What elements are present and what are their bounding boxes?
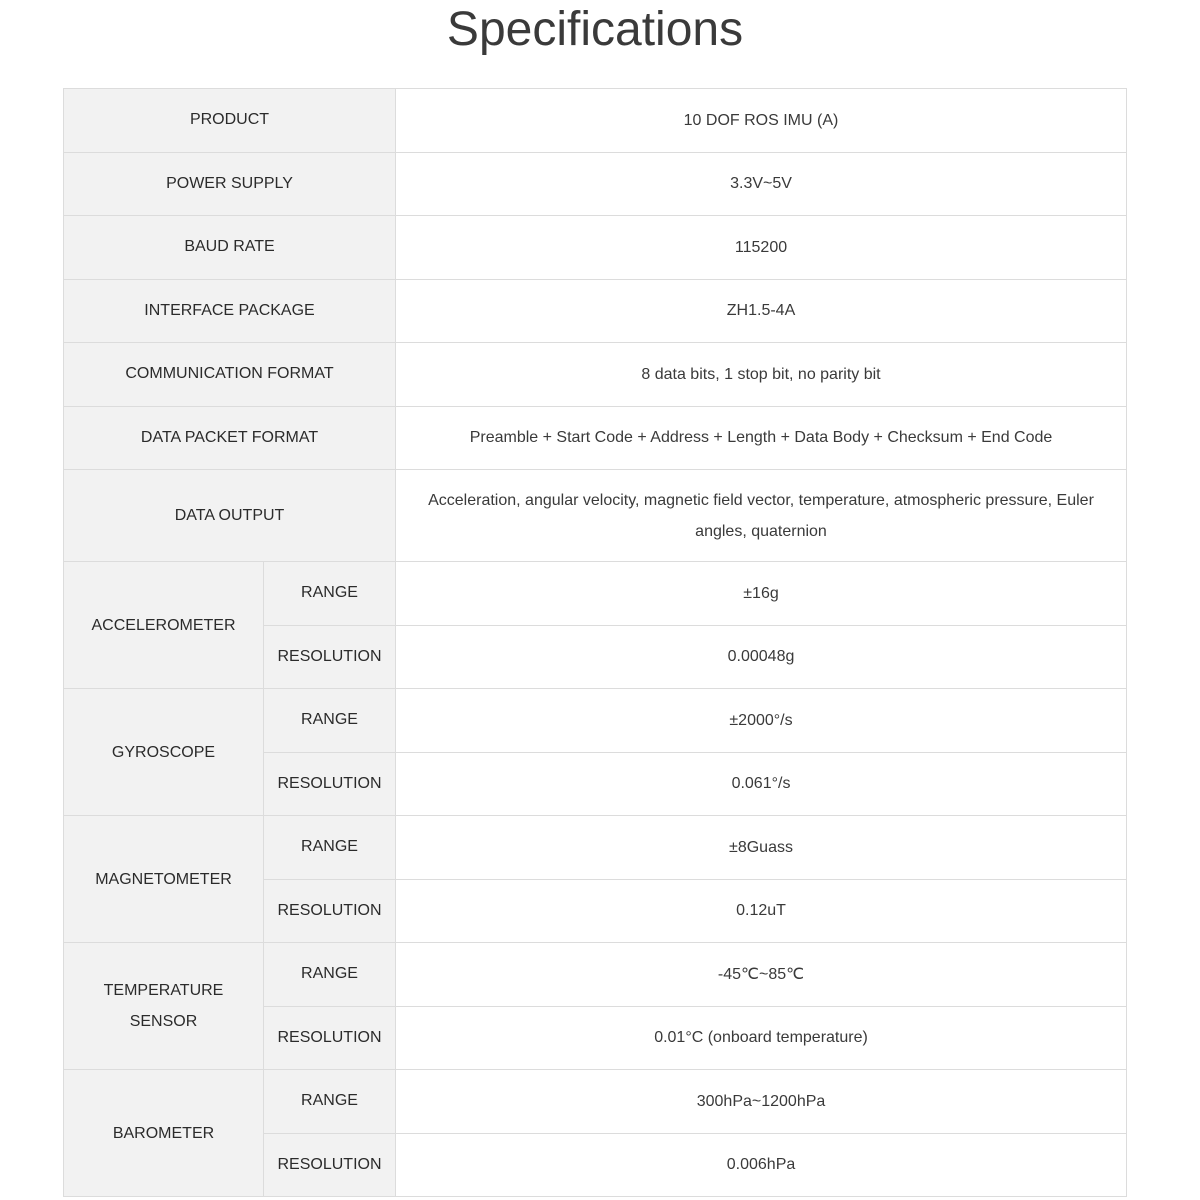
sub-label: RESOLUTION — [264, 1006, 396, 1070]
table-row — [64, 216, 1127, 280]
spec-value: 115200 — [396, 216, 1127, 280]
sub-label: RESOLUTION — [264, 625, 396, 689]
table-row — [64, 406, 1127, 470]
table-row — [64, 470, 1127, 562]
group-label-gyroscope: GYROSCOPE — [64, 689, 264, 816]
spec-value: 0.00048g — [396, 625, 1127, 689]
sub-label: RESOLUTION — [264, 752, 396, 816]
group-label-accelerometer: ACCELEROMETER — [64, 562, 264, 689]
spec-label: INTERFACE PACKAGE — [64, 279, 396, 343]
spec-value: Preamble + Start Code + Address + Length + Data Body + Checksum + End Code — [396, 406, 1127, 470]
spec-label: DATA PACKET FORMAT — [64, 406, 396, 470]
spec-value: Acceleration, angular velocity, magnetic field vector, temperature, atmospheric pressure, Euler angles, quaternion — [396, 470, 1127, 562]
group-label-magnetometer: MAGNETOMETER — [64, 816, 264, 943]
spec-value: 3.3V~5V — [396, 152, 1127, 216]
sub-label: RANGE — [264, 816, 396, 880]
spec-value: 300hPa~1200hPa — [396, 1070, 1127, 1134]
spec-value: ZH1.5-4A — [396, 279, 1127, 343]
spec-value: ±8Guass — [396, 816, 1127, 880]
spec-value: 0.12uT — [396, 879, 1127, 943]
table-row — [64, 689, 1127, 753]
specifications-table — [63, 88, 1127, 1197]
table-row — [64, 943, 1127, 1007]
spec-value: 0.006hPa — [396, 1133, 1127, 1197]
sub-label: RESOLUTION — [264, 879, 396, 943]
table-row — [64, 89, 1127, 153]
spec-value: 0.061°/s — [396, 752, 1127, 816]
spec-value: ±16g — [396, 562, 1127, 626]
sub-label: RANGE — [264, 1070, 396, 1134]
table-row — [64, 152, 1127, 216]
sub-label: RANGE — [264, 689, 396, 753]
table-row — [64, 1070, 1127, 1134]
spec-value: 0.01°C (onboard temperature) — [396, 1006, 1127, 1070]
spec-label: COMMUNICATION FORMAT — [64, 343, 396, 407]
table-row — [64, 279, 1127, 343]
sub-label: RANGE — [264, 943, 396, 1007]
sub-label: RESOLUTION — [264, 1133, 396, 1197]
spec-value: 10 DOF ROS IMU (A) — [396, 89, 1127, 153]
spec-label: BAUD RATE — [64, 216, 396, 280]
sub-label: RANGE — [264, 562, 396, 626]
spec-label: DATA OUTPUT — [64, 470, 396, 562]
spec-value: 8 data bits, 1 stop bit, no parity bit — [396, 343, 1127, 407]
table-row — [64, 816, 1127, 880]
spec-value: ±2000°/s — [396, 689, 1127, 753]
group-label-barometer: BAROMETER — [64, 1070, 264, 1197]
table-row — [64, 562, 1127, 626]
page-title: Specifications — [446, 3, 744, 56]
spec-label: POWER SUPPLY — [64, 152, 396, 216]
group-label-temperature-sensor: TEMPERATURE SENSOR — [64, 943, 264, 1070]
spec-value: -45℃~85℃ — [396, 943, 1127, 1007]
table-row — [64, 343, 1127, 407]
spec-label: PRODUCT — [64, 89, 396, 153]
